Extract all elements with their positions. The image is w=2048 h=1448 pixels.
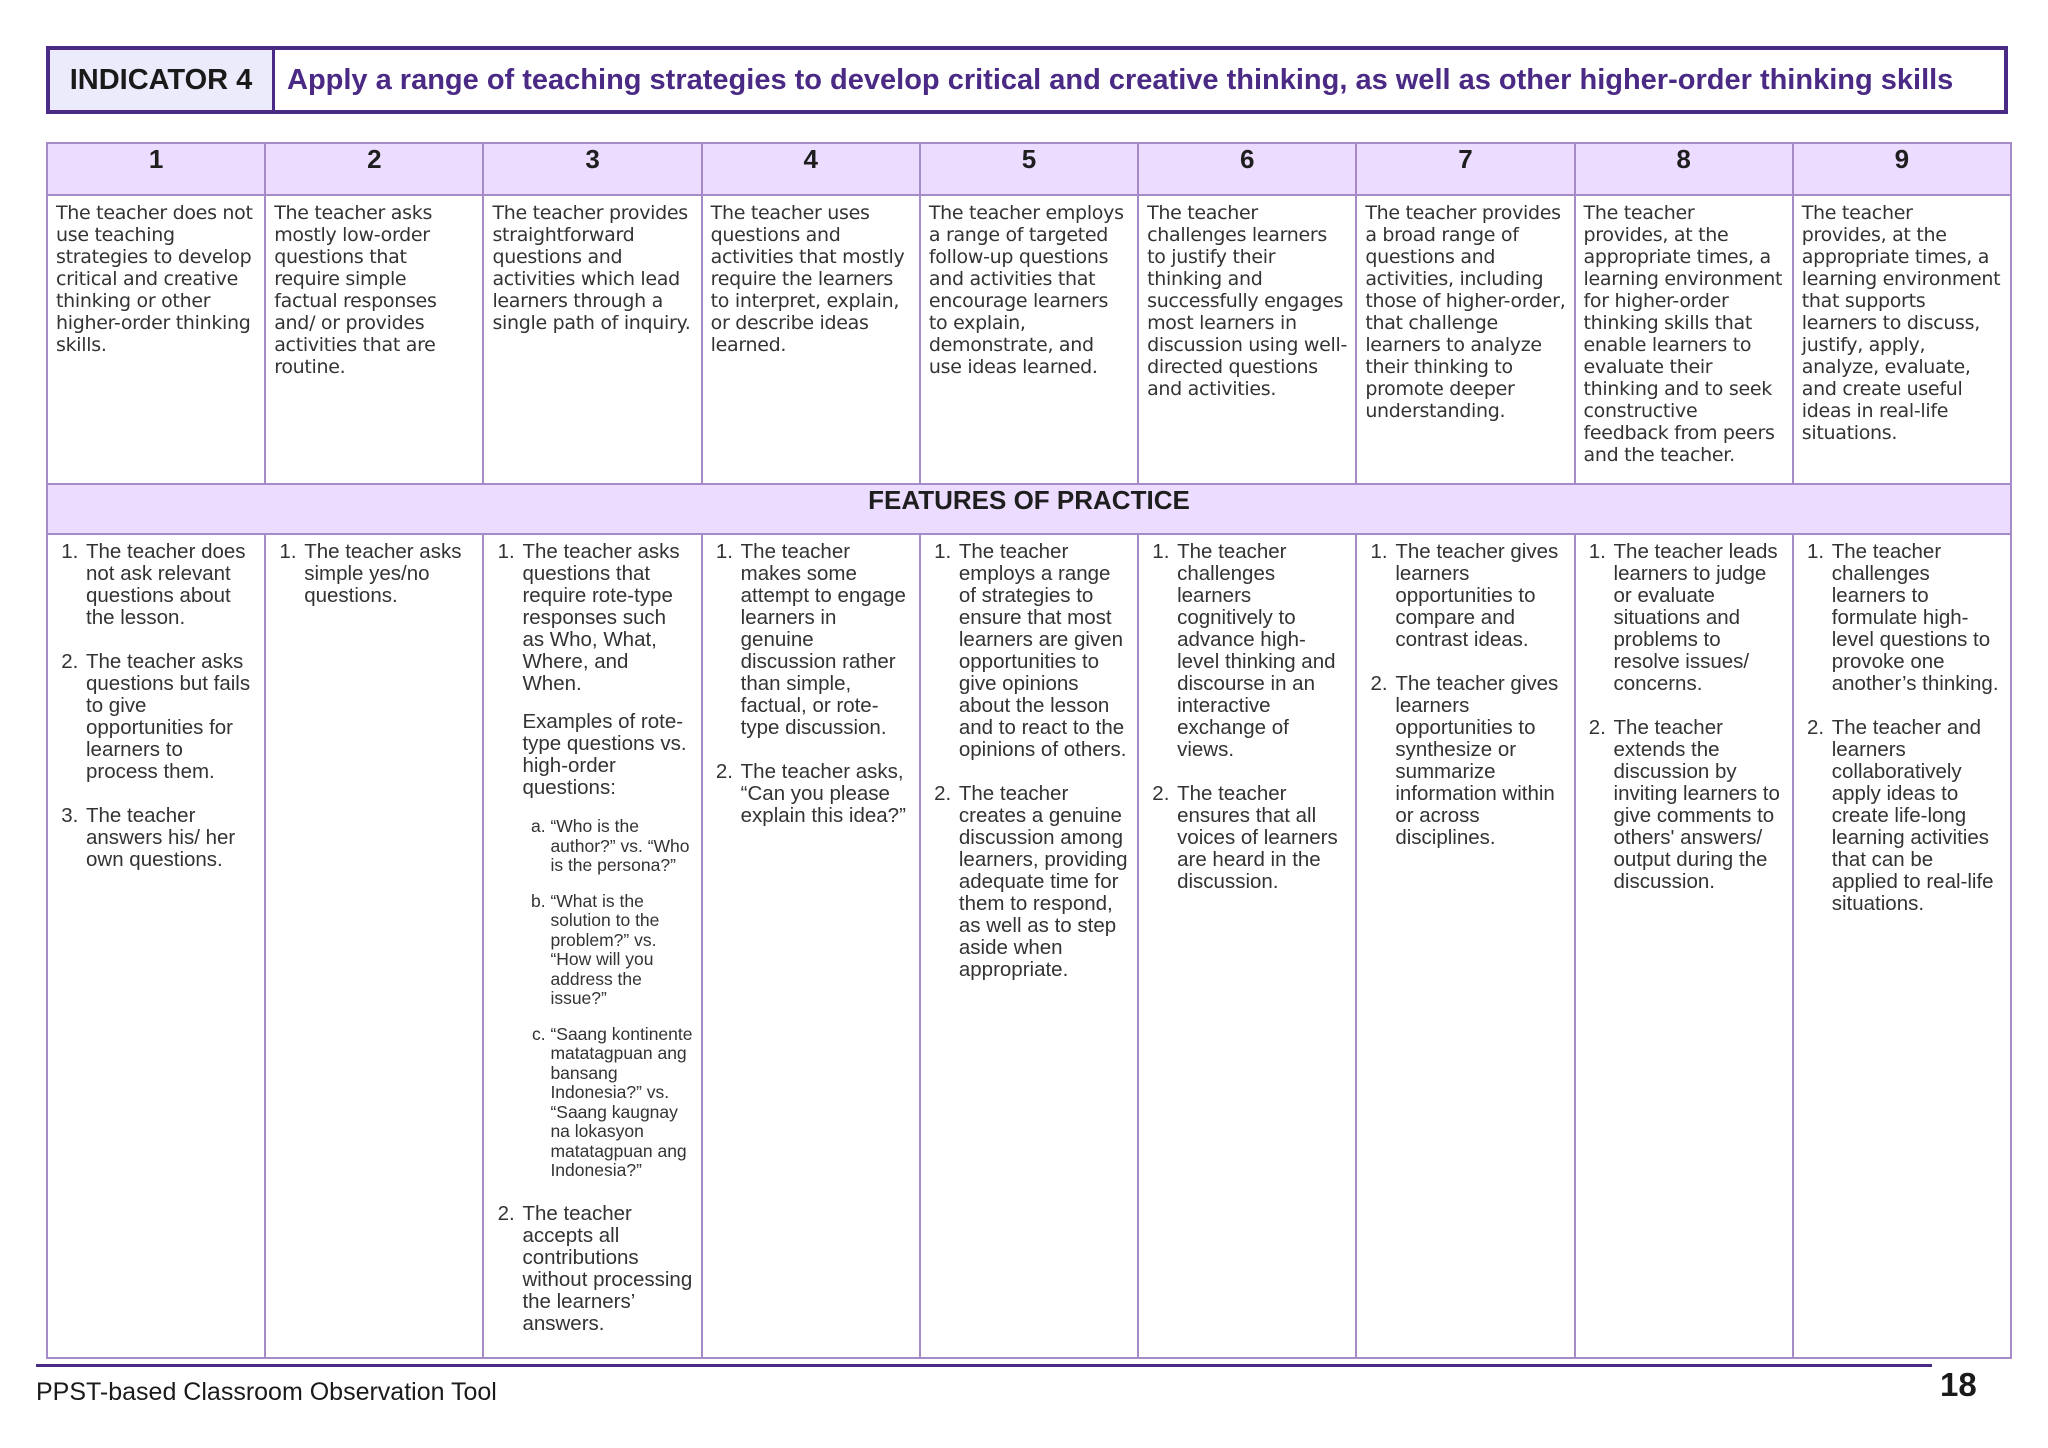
level-3-description: The teacher provides straightforward questions and activities which lead learners through a single path of inquiry. xyxy=(492,202,691,334)
footer-divider xyxy=(36,1364,1932,1367)
level-7-features-list xyxy=(1365,541,1565,849)
level-9-description-cell xyxy=(1793,195,2011,484)
level-7-description: The teacher provides a broad range of questions and activities, including those of higher-order, that challenge learners to analyze their thinking to promote deeper understanding. xyxy=(1365,202,1566,422)
features-row xyxy=(47,534,2011,1358)
level-1-header: 1 xyxy=(47,143,265,195)
level-6-header: 6 xyxy=(1138,143,1356,195)
level-6-description: The teacher challenges learners to justify their thinking and successfully engages most learners in discussion using well-directed questions and activities. xyxy=(1147,202,1348,400)
description-row xyxy=(47,195,2011,484)
level-3-description-cell xyxy=(483,195,701,484)
level-2-description: The teacher asks mostly low-order questions that require simple factual responses and/ or provides activities that are routine. xyxy=(274,202,437,378)
level-3-header: 3 xyxy=(483,143,701,195)
list-item: 2. The teacher creates a genuine discussion among learners, providing adequate time for them to respond, as well as to step aside when appropriate. xyxy=(957,783,1129,981)
page-number: 18 xyxy=(1940,1366,1977,1403)
level-7-features-cell xyxy=(1356,534,1574,1358)
level-6-description-cell xyxy=(1138,195,1356,484)
list-item: 1. The teacher asks simple yes/no questions. xyxy=(302,541,474,607)
level-7-header: 7 xyxy=(1356,143,1574,195)
indicator-header xyxy=(46,46,2008,114)
list-item: 3. The teacher answers his/ her own questions. xyxy=(84,805,256,871)
level-8-header: 8 xyxy=(1575,143,1793,195)
level-4-features-cell xyxy=(702,534,920,1358)
list-item: 2. The teacher gives learners opportunities to synthesize or summarize information within or across disciplines. xyxy=(1393,673,1565,849)
level-3-features-cell xyxy=(483,534,701,1358)
level-2-description-cell xyxy=(265,195,483,484)
level-5-header: 5 xyxy=(920,143,1138,195)
features-heading: FEATURES OF PRACTICE xyxy=(47,484,2011,534)
level-9-features-cell xyxy=(1793,534,2011,1358)
list-item: 2. The teacher asks questions but fails to give opportunities for learners to process them. xyxy=(84,651,256,783)
examples-list xyxy=(522,817,692,1181)
list-item: 1. The teacher does not ask relevant questions about the lesson. xyxy=(84,541,256,629)
level-1-description-cell xyxy=(47,195,265,484)
level-5-features-cell xyxy=(920,534,1138,1358)
list-item: 1. The teacher gives learners opportunities to compare and contrast ideas. xyxy=(1393,541,1565,651)
list-item: 2. The teacher accepts all contributions without processing the learners’ answers. xyxy=(520,1203,692,1335)
indicator-label: INDICATOR 4 xyxy=(50,50,275,110)
level-2-header: 2 xyxy=(265,143,483,195)
list-item: 2. The teacher and learners collaboratively apply ideas to create life-long learning activities that can be applied to real-life situations. xyxy=(1830,717,2002,915)
list-item: 1. The teacher employs a range of strategies to ensure that most learners are given opportunities to give opinions about the lesson and to react to the opinions of others. xyxy=(957,541,1129,761)
level-9-description: The teacher provides, at the appropriate times, a learning environment that supports learners to discuss, justify, apply, analyze, evaluate, and create useful ideas in real-life situations. xyxy=(1801,202,2001,444)
list-item: 2. The teacher extends the discussion by inviting learners to give comments to others' answers/ output during the discussion. xyxy=(1612,717,1784,893)
item-text: The teacher asks questions that require rote-type responses such as Who, What, Where, and When. xyxy=(522,540,680,695)
list-item: 1. The teacher leads learners to judge or evaluate situations and problems to resolve issues/ concerns. xyxy=(1612,541,1784,695)
level-4-features-list xyxy=(711,541,911,827)
example-item: c. “Saang kontinente matatagpuan ang bansang Indonesia?” vs. “Saang kaugnay na lokasyon matatagpuan ang Indonesia?” xyxy=(550,1025,692,1181)
level-9-features-list xyxy=(1802,541,2002,915)
rubric-table xyxy=(46,142,2012,1359)
level-1-features-cell xyxy=(47,534,265,1358)
level-8-description: The teacher provides, at the appropriate times, a learning environment for higher-order thinking skills that enable learners to evaluate their thinking and to seek constructive feedback from peers and the teacher. xyxy=(1583,202,1783,466)
level-header-row xyxy=(47,143,2011,195)
level-4-description-cell xyxy=(702,195,920,484)
list-item: 1. The teacher challenges learners cognitively to advance high-level thinking and discourse in an interactive exchange of views. xyxy=(1175,541,1347,761)
level-7-description-cell xyxy=(1356,195,1574,484)
level-4-header: 4 xyxy=(702,143,920,195)
footer-title: PPST-based Classroom Observation Tool xyxy=(36,1378,497,1406)
list-item: 1. The teacher challenges learners to formulate high-level questions to provoke one another’s thinking. xyxy=(1830,541,2002,695)
level-8-features-list xyxy=(1584,541,1784,893)
list-item: 2. The teacher ensures that all voices of learners are heard in the discussion. xyxy=(1175,783,1347,893)
level-5-description: The teacher employs a range of targeted follow-up questions and activities that encourage learners to explain, demonstrate, and use ideas learned. xyxy=(928,202,1124,378)
level-5-description-cell xyxy=(920,195,1138,484)
level-2-features-list xyxy=(274,541,474,607)
level-6-features-cell xyxy=(1138,534,1356,1358)
level-9-header: 9 xyxy=(1793,143,2011,195)
list-item: 1. The teacher makes some attempt to engage learners in genuine discussion rather than simple, factual, or rote-type discussion. xyxy=(739,541,911,739)
level-6-features-list xyxy=(1147,541,1347,893)
features-heading-row xyxy=(47,484,2011,534)
level-4-description: The teacher uses questions and activities that mostly require the learners to interpret, explain, or describe ideas learned. xyxy=(710,202,905,356)
examples-intro: Examples of rote-type questions vs. high-order questions: xyxy=(522,710,687,799)
example-item: b. “What is the solution to the problem?” vs. “How will you address the issue?” xyxy=(550,892,692,1009)
level-1-description: The teacher does not use teaching strategies to develop critical and creative thinking or other higher-order thinking skills. xyxy=(56,202,253,356)
indicator-title: Apply a range of teaching strategies to develop critical and creative thinking, as well as other higher-order thinking skills xyxy=(287,63,1954,96)
level-1-features-list xyxy=(56,541,256,871)
level-8-description-cell xyxy=(1575,195,1793,484)
level-2-features-cell xyxy=(265,534,483,1358)
level-5-features-list xyxy=(929,541,1129,981)
list-item xyxy=(520,541,692,1181)
example-item: a. “Who is the author?” vs. “Who is the persona?” xyxy=(550,817,692,876)
list-item: 2. The teacher asks, “Can you please explain this idea?” xyxy=(739,761,911,827)
level-3-features-list xyxy=(492,541,692,1335)
level-8-features-cell xyxy=(1575,534,1793,1358)
